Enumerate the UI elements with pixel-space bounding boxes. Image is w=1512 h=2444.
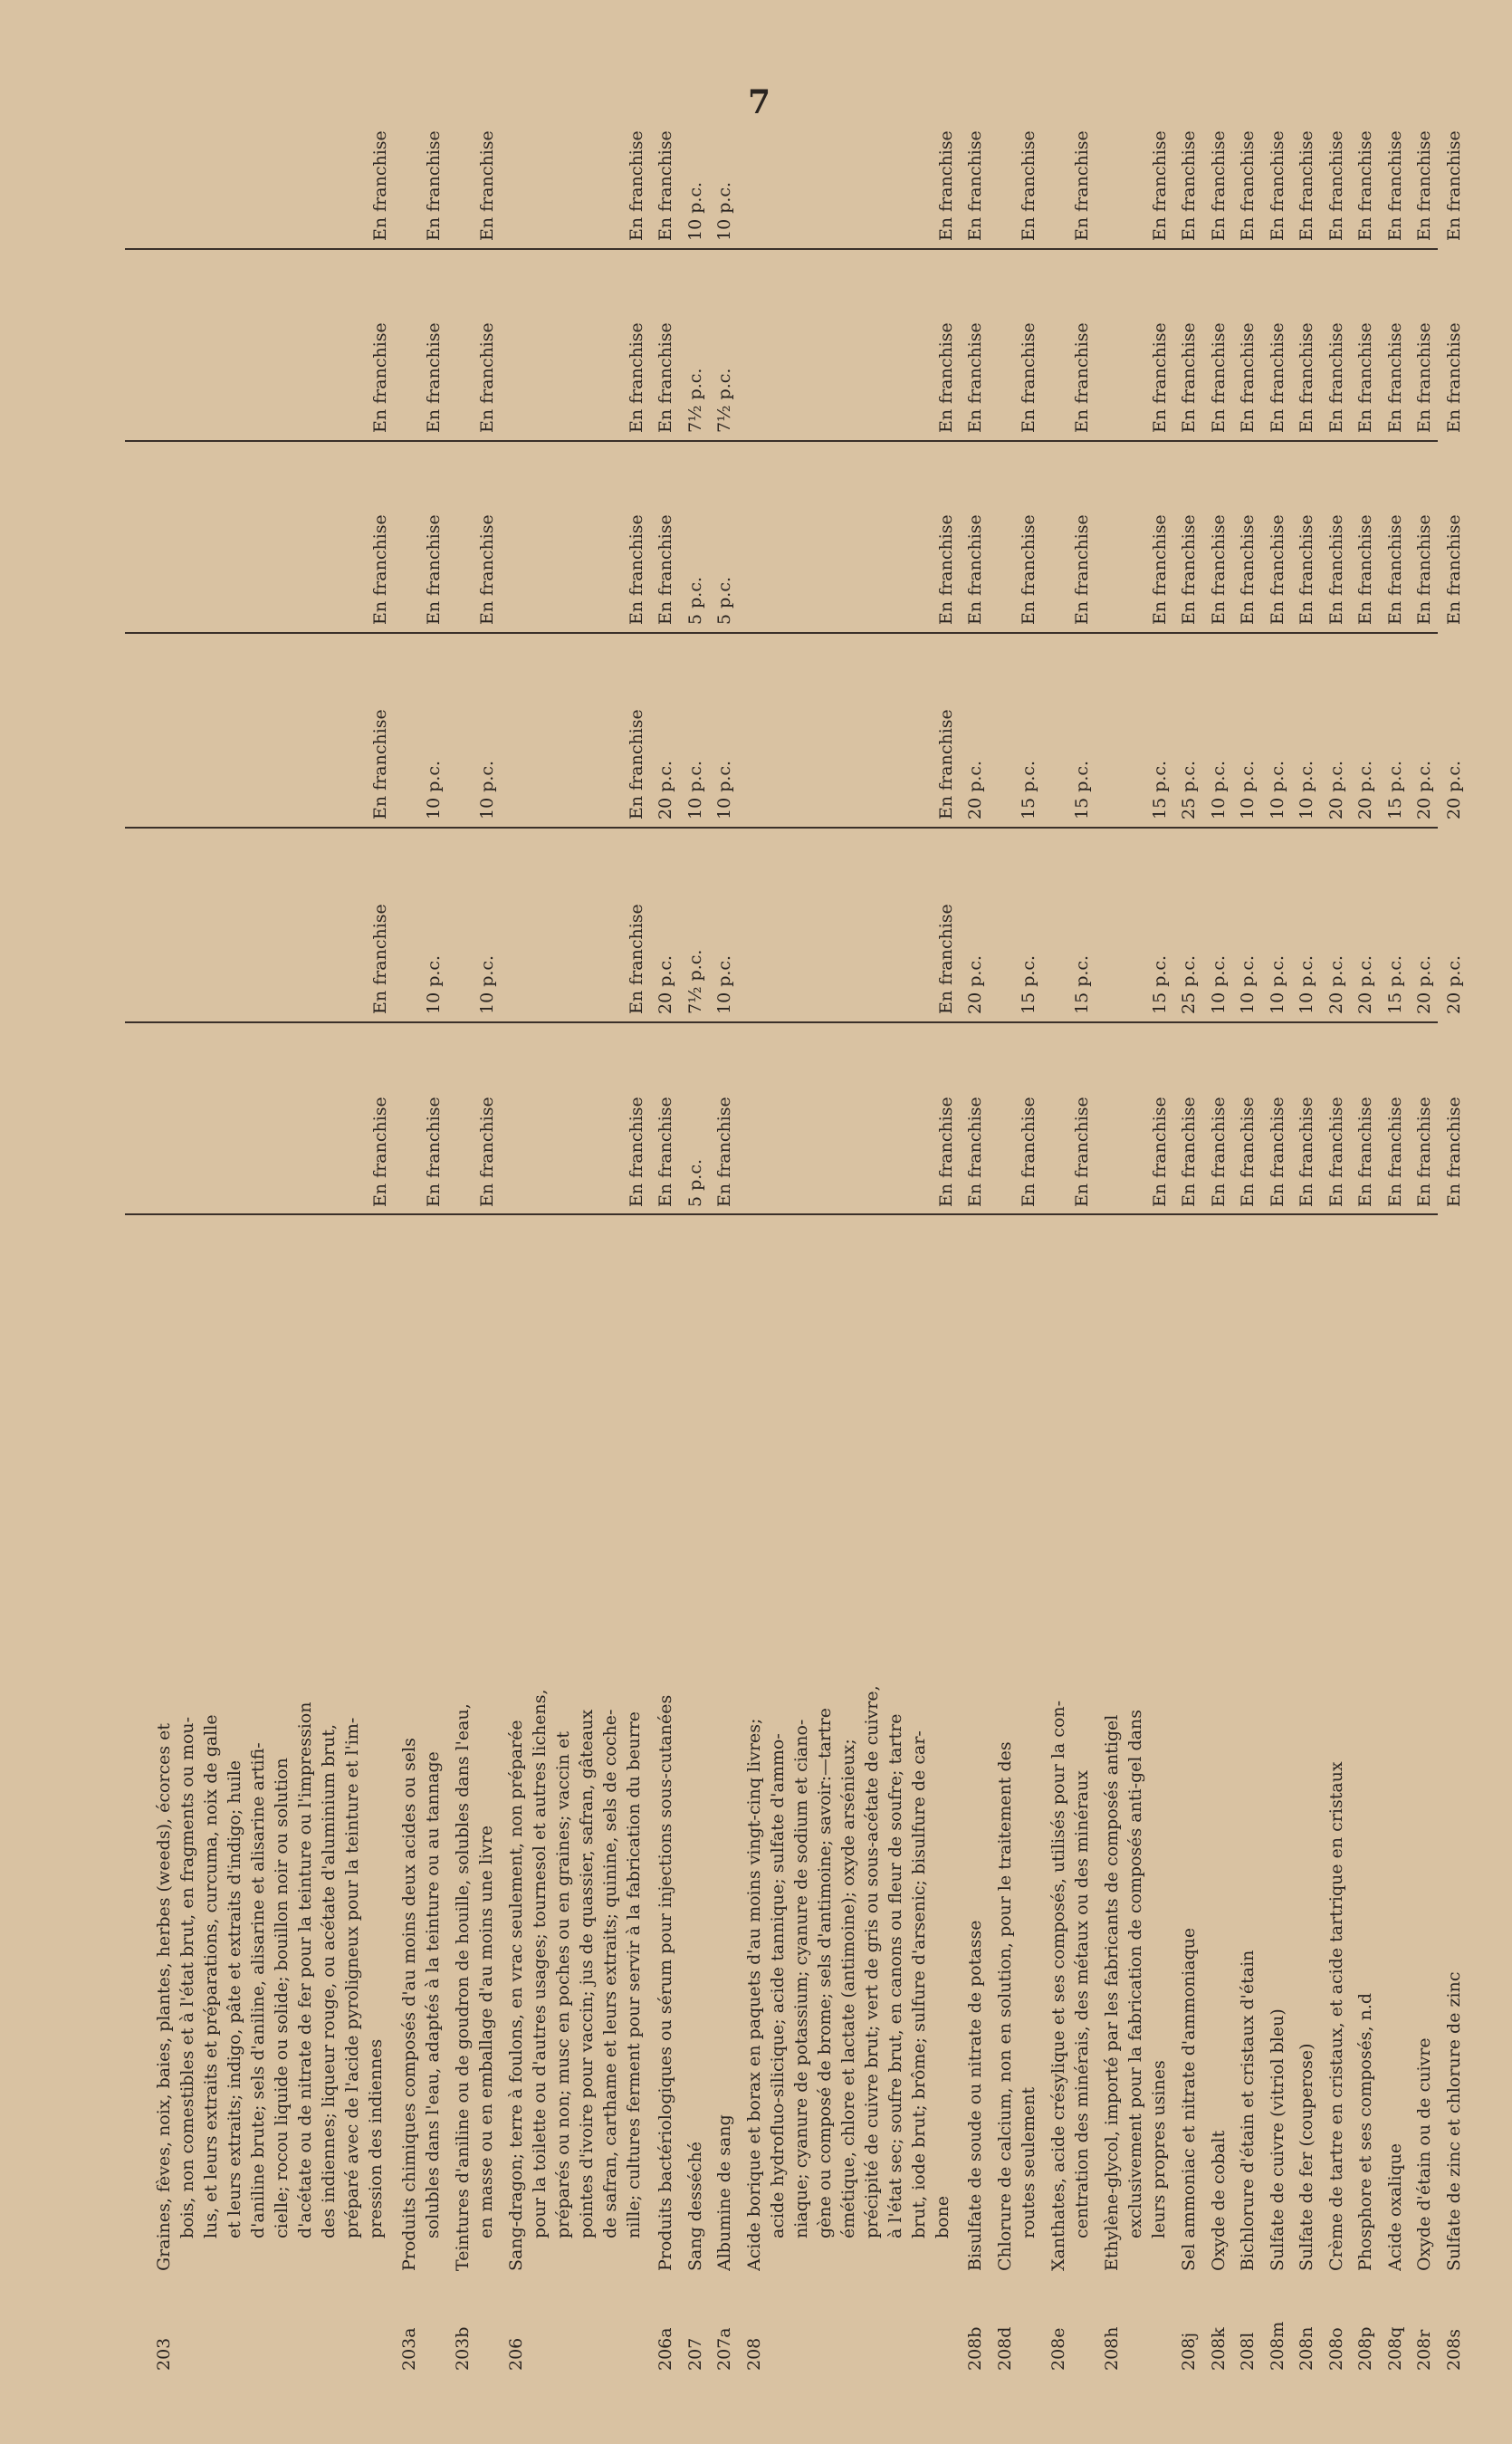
item-description xyxy=(152,1225,388,2271)
page-number: 7 xyxy=(748,83,771,121)
tariff-rate: 10 p.c. xyxy=(476,760,497,819)
description-line: pression des indiennes xyxy=(366,2038,386,2238)
item-code: 208m xyxy=(1267,2321,1287,2371)
description-line: Acide borique et borax en paquets d'au moins vingt-cinq livres; xyxy=(743,1718,764,2271)
tariff-rate: En franchise xyxy=(1149,130,1170,241)
description-line: Sulfate de cuivre (vitriol bleu) xyxy=(1267,2008,1287,2271)
tariff-rate: En franchise xyxy=(369,514,390,625)
tariff-rate: En franchise xyxy=(656,514,675,625)
item-description xyxy=(742,1225,954,2271)
column-divider xyxy=(125,827,1438,829)
item-description xyxy=(1236,1225,1259,2271)
item-code: 208b xyxy=(965,2326,985,2371)
item-code: 208j xyxy=(1179,2332,1199,2371)
tariff-rate: En franchise xyxy=(1149,1097,1170,1207)
tariff-rate: En franchise xyxy=(626,514,646,625)
tariff-rate: 15 p.c. xyxy=(1149,760,1170,819)
tariff-rate: En franchise xyxy=(1325,1097,1346,1207)
tariff-rate: En franchise xyxy=(1414,322,1434,433)
tariff-rate: En franchise xyxy=(1267,130,1287,241)
column-divider xyxy=(125,248,1438,250)
tariff-rate: En franchise xyxy=(965,130,985,241)
item-description xyxy=(1442,1225,1466,2271)
tariff-rate: En franchise xyxy=(1384,130,1405,241)
tariff-rate: En franchise xyxy=(1072,130,1092,241)
tariff-rate: 20 p.c. xyxy=(1443,760,1464,819)
tariff-rate: 25 p.c. xyxy=(1179,760,1199,819)
description-line: Sulfate de fer (couperose) xyxy=(1297,2043,1316,2271)
tariff-rate: En franchise xyxy=(1208,322,1229,433)
item-description xyxy=(1383,1225,1407,2271)
tariff-rate: 10 p.c. xyxy=(1238,954,1258,1014)
item-code: 208p xyxy=(1355,2326,1375,2371)
tariff-rate: En franchise xyxy=(1208,130,1229,241)
tariff-rate: 10 p.c. xyxy=(1297,954,1316,1014)
description-line: Produits bactériologiques ou sérum pour injections sous-cutanées xyxy=(656,1694,675,2271)
tariff-rate: En franchise xyxy=(935,1097,956,1207)
item-code: 208q xyxy=(1384,2326,1405,2371)
tariff-rate: 5 p.c. xyxy=(714,576,734,625)
description-line: pour la toilette ou d'autres usages; tournesol et autres lichens, xyxy=(530,1689,550,2238)
tariff-rate: En franchise xyxy=(626,322,646,433)
tariff-rate: En franchise xyxy=(1072,1097,1092,1207)
description-line: et leurs extraits; indigo, pâte et extraits d'indigo; huile xyxy=(225,1759,244,2238)
tariff-rate: En franchise xyxy=(1179,514,1199,625)
description-line: routes seulement xyxy=(1018,2086,1038,2238)
description-line: précipité de cuivre brut; vert de gris ou sous-acétate de cuivre, xyxy=(861,1685,882,2238)
tariff-rate: 7½ p.c. xyxy=(684,949,705,1014)
item-code: 203 xyxy=(154,2337,174,2371)
column-divider xyxy=(125,1213,1438,1215)
item-description xyxy=(713,1225,736,2271)
description-line: cielle; rocou liquide ou solide; bouillon noir ou solution xyxy=(272,1758,292,2238)
item-code: 208o xyxy=(1325,2327,1346,2371)
description-line: à l'état sec; soufre brut, en canons ou fleur de soufre; tartre xyxy=(885,1713,905,2238)
tariff-rate: 10 p.c. xyxy=(1208,760,1229,819)
tariff-rate: En franchise xyxy=(1355,1097,1375,1207)
tariff-rate: En franchise xyxy=(935,709,956,819)
description-line: Sulfate de zinc et chlorure de zinc xyxy=(1443,1971,1464,2271)
column-divider xyxy=(125,1021,1438,1023)
tariff-rate: En franchise xyxy=(1325,322,1346,433)
tariff-rate: En franchise xyxy=(965,322,985,433)
description-line: Sang desséché xyxy=(684,2141,705,2271)
tariff-rate: 10 p.c. xyxy=(684,181,705,241)
tariff-rate: En franchise xyxy=(1208,514,1229,625)
description-line: Albumine de sang xyxy=(714,2114,734,2271)
item-code: 208h xyxy=(1101,2326,1122,2371)
tariff-rate: En franchise xyxy=(1238,130,1258,241)
description-line: bone xyxy=(932,2195,952,2238)
tariff-rate: En franchise xyxy=(1443,514,1464,625)
tariff-rate: 15 p.c. xyxy=(1072,760,1092,819)
tariff-rate: 15 p.c. xyxy=(1384,954,1405,1014)
tariff-rate: En franchise xyxy=(626,904,646,1014)
tariff-rate: En franchise xyxy=(423,1097,444,1207)
tariff-rate: En franchise xyxy=(1238,322,1258,433)
description-line: Acide oxalique xyxy=(1384,2142,1405,2271)
tariff-rate: 20 p.c. xyxy=(1355,954,1375,1014)
tariff-rate: 15 p.c. xyxy=(1019,760,1038,819)
description-line: acide hydrofluo-silicique; acide tannique; sulfate d'ammo- xyxy=(767,1733,788,2238)
tariff-rate: 5 p.c. xyxy=(684,576,705,625)
description-line: Produits chimiques composés d'au moins deux acides ou sels xyxy=(399,1738,419,2271)
column-divider xyxy=(125,632,1438,634)
tariff-rate: 15 p.c. xyxy=(1072,954,1092,1014)
description-line: exclusivement pour la fabrication de composés anti-gel dans xyxy=(1124,1710,1145,2238)
tariff-rate: En franchise xyxy=(369,709,390,819)
tariff-rate: 20 p.c. xyxy=(965,954,985,1014)
description-line: Chlorure de calcium, non en solution, pour le traitement des xyxy=(994,1741,1015,2271)
tariff-rate: 15 p.c. xyxy=(1384,760,1405,819)
tariff-rate: 5 p.c. xyxy=(684,1158,705,1207)
tariff-rate: 10 p.c. xyxy=(1208,954,1229,1014)
tariff-rate: En franchise xyxy=(1019,1097,1038,1207)
tariff-rate: En franchise xyxy=(1443,322,1464,433)
tariff-rate: En franchise xyxy=(1414,1097,1434,1207)
description-line: niaque; cyanure de potassium; cyanure de sodium et ciano- xyxy=(790,1719,811,2238)
tariff-rate: En franchise xyxy=(1325,514,1346,625)
tariff-rate: En franchise xyxy=(369,130,390,241)
tariff-rate: 20 p.c. xyxy=(1325,954,1346,1014)
item-code: 208r xyxy=(1414,2329,1434,2371)
tariff-rate: 20 p.c. xyxy=(1443,954,1464,1014)
item-description xyxy=(1325,1225,1348,2271)
tariff-rate: En franchise xyxy=(1297,1097,1316,1207)
tariff-rate: En franchise xyxy=(1019,322,1038,433)
tariff-rate: En franchise xyxy=(1072,514,1092,625)
item-description xyxy=(451,1225,498,2271)
description-line: en masse ou en emballage d'au moins une livre xyxy=(476,1825,496,2238)
tariff-rate: En franchise xyxy=(1384,514,1405,625)
description-line: Xanthates, acide crésylique et ses composés, utilisés pour la con- xyxy=(1048,1700,1068,2271)
tariff-rate: En franchise xyxy=(1355,514,1375,625)
tariff-rate: 10 p.c. xyxy=(714,954,734,1014)
tariff-rate: En franchise xyxy=(476,322,497,433)
item-code: 208e xyxy=(1048,2327,1068,2371)
item-description xyxy=(963,1225,987,2271)
description-line: Sang-dragon; terre à foulons, en vrac seulement, non préparée xyxy=(506,1720,526,2271)
tariff-rate: En franchise xyxy=(626,709,646,819)
item-code: 208l xyxy=(1238,2332,1258,2371)
description-line: brut, iode brut; brôme; sulfure d'arsenic; bisulfure de car- xyxy=(908,1730,929,2238)
tariff-rate: En franchise xyxy=(476,514,497,625)
tariff-rate: En franchise xyxy=(1267,514,1287,625)
tariff-rate: 10 p.c. xyxy=(684,760,705,819)
item-description xyxy=(397,1225,445,2271)
tariff-rate: 20 p.c. xyxy=(965,760,985,819)
item-description xyxy=(654,1225,677,2271)
tariff-rate: En franchise xyxy=(935,514,956,625)
description-line: bois, non comestibles et à l'état brut, en fragments ou mou- xyxy=(177,1716,197,2238)
tariff-rate: 20 p.c. xyxy=(1414,954,1434,1014)
tariff-rate: 10 p.c. xyxy=(714,760,734,819)
tariff-rate: 20 p.c. xyxy=(656,760,675,819)
tariff-rate: En franchise xyxy=(423,514,444,625)
tariff-rate: 10 p.c. xyxy=(423,760,444,819)
tariff-rate: En franchise xyxy=(1019,130,1038,241)
description-line: préparés ou non; musc en poches ou en graines; vaccin et xyxy=(553,1730,573,2238)
tariff-rate: En franchise xyxy=(656,1097,675,1207)
tariff-rate: En franchise xyxy=(476,1097,497,1207)
tariff-rate: En franchise xyxy=(1267,322,1287,433)
item-description xyxy=(1295,1225,1318,2271)
tariff-rate: En franchise xyxy=(1355,130,1375,241)
description-line: Ethylène-glycol, importé par les fabricants de composés antigel xyxy=(1101,1714,1122,2271)
description-line: Graines, fèves, noix, baies, plantes, herbes (weeds), écorces et xyxy=(154,1722,174,2271)
tariff-rate: En franchise xyxy=(1325,130,1346,241)
tariff-rate: En franchise xyxy=(1443,1097,1464,1207)
item-code: 208n xyxy=(1297,2326,1316,2371)
item-description xyxy=(1100,1225,1171,2271)
tariff-rate: En franchise xyxy=(626,1097,646,1207)
tariff-rate: 25 p.c. xyxy=(1179,954,1199,1014)
tariff-rate: En franchise xyxy=(1149,322,1170,433)
tariff-rate: 20 p.c. xyxy=(1325,760,1346,819)
tariff-rate: En franchise xyxy=(935,904,956,1014)
description-line: leurs propres usines xyxy=(1148,2060,1169,2238)
description-line: Crème de tartre en cristaux, et acide tartrique en cristaux xyxy=(1325,1761,1346,2271)
tariff-rate: En franchise xyxy=(1208,1097,1229,1207)
description-line: d'aniline brute; sels d'aniline, alisarine et alisarine artifi- xyxy=(248,1742,268,2238)
description-line: des indiennes; liqueur rouge, ou acétate d'aluminium brut, xyxy=(319,1724,339,2238)
tariff-rate: En franchise xyxy=(1149,514,1170,625)
tariff-rate: 10 p.c. xyxy=(476,954,497,1014)
tariff-table xyxy=(125,16,1464,2371)
tariff-rate: En franchise xyxy=(626,130,646,241)
tariff-rate: En franchise xyxy=(1238,514,1258,625)
item-code: 206 xyxy=(506,2337,526,2371)
tariff-rate: En franchise xyxy=(1297,130,1316,241)
description-line: Sel ammoniac et nitrate d'ammoniaque xyxy=(1179,1927,1199,2271)
item-description xyxy=(993,1225,1040,2271)
tariff-rate: 7½ p.c. xyxy=(684,368,705,433)
tariff-rate: En franchise xyxy=(369,322,390,433)
description-line: Teintures d'aniline ou de goudron de houille, solubles dans l'eau, xyxy=(453,1703,473,2271)
description-line: Bichlorure d'étain et cristaux d'étain xyxy=(1238,1950,1258,2271)
description-line: lus, et leurs extraits et préparations, curcuma, noix de galle xyxy=(201,1714,221,2238)
item-description xyxy=(1354,1225,1377,2271)
item-code: 208k xyxy=(1208,2327,1229,2371)
tariff-rate: En franchise xyxy=(714,1097,734,1207)
tariff-rate: 7½ p.c. xyxy=(714,368,734,433)
description-line: de safran, carthame et leurs extraits; quinine, sels de coche- xyxy=(600,1709,620,2238)
description-line: pointes d'ivoire pour vaccin; jus de quassier, safran, gâteaux xyxy=(577,1709,597,2238)
description-line: Oxyde de cobalt xyxy=(1208,2130,1229,2271)
tariff-rate: En franchise xyxy=(1179,322,1199,433)
item-description xyxy=(1266,1225,1289,2271)
tariff-rate: 15 p.c. xyxy=(1149,954,1170,1014)
description-line: solubles dans l'eau, adaptés à la teinture ou au tannage xyxy=(423,1751,443,2238)
item-code: 208d xyxy=(994,2326,1015,2371)
description-line: nille; cultures ferment pour servir à la fabrication du beurre xyxy=(624,1711,644,2238)
tariff-rate: En franchise xyxy=(935,130,956,241)
tariff-rate: 10 p.c. xyxy=(1297,760,1316,819)
tariff-rate: En franchise xyxy=(1238,1097,1258,1207)
item-description xyxy=(684,1225,707,2271)
item-code: 203a xyxy=(399,2327,419,2371)
tariff-rate: En franchise xyxy=(1297,322,1316,433)
tariff-rate: 20 p.c. xyxy=(1355,760,1375,819)
item-description xyxy=(1177,1225,1201,2271)
item-description xyxy=(1047,1225,1094,2271)
item-description xyxy=(1207,1225,1230,2271)
tariff-rate: 15 p.c. xyxy=(1019,954,1038,1014)
tariff-rate: En franchise xyxy=(656,322,675,433)
item-code: 207a xyxy=(714,2327,734,2371)
tariff-rate: En franchise xyxy=(1019,514,1038,625)
item-description xyxy=(504,1225,646,2271)
tariff-rate: En franchise xyxy=(369,1097,390,1207)
tariff-rate: En franchise xyxy=(1179,130,1199,241)
item-description xyxy=(1412,1225,1436,2271)
description-line: émétique, chlore et lactate (antimoine); oxyde arsénieux; xyxy=(837,1739,858,2238)
description-line: d'acétate ou de nitrate de fer pour la teinture ou l'impression xyxy=(295,1701,315,2238)
tariff-rate: En franchise xyxy=(935,322,956,433)
tariff-rate: En franchise xyxy=(1355,322,1375,433)
item-code: 206a xyxy=(656,2327,675,2371)
item-code: 203b xyxy=(453,2326,473,2371)
description-line: Bisulfate de soude ou nitrate de potasse xyxy=(965,1920,985,2271)
tariff-rate: 10 p.c. xyxy=(1267,760,1287,819)
tariff-rate: En franchise xyxy=(1179,1097,1199,1207)
item-code: 208 xyxy=(743,2337,764,2371)
tariff-rate: En franchise xyxy=(1384,1097,1405,1207)
tariff-rate: En franchise xyxy=(423,322,444,433)
tariff-rate: En franchise xyxy=(965,514,985,625)
tariff-rate: En franchise xyxy=(423,130,444,241)
tariff-rate: En franchise xyxy=(476,130,497,241)
description-line: préparé avec de l'acide pyroligneux pour la teinture et l'im- xyxy=(342,1717,362,2238)
item-code: 208s xyxy=(1443,2328,1464,2371)
tariff-rate: 10 p.c. xyxy=(1238,760,1258,819)
tariff-rate: En franchise xyxy=(1267,1097,1287,1207)
tariff-rate: 10 p.c. xyxy=(423,954,444,1014)
tariff-rate: 20 p.c. xyxy=(1414,760,1434,819)
description-line: centration des minérais, des métaux ou des minéraux xyxy=(1071,1770,1092,2238)
item-code: 207 xyxy=(684,2337,705,2371)
tariff-rate: En franchise xyxy=(1384,322,1405,433)
description-line: gène ou composé de brome; sels d'antimoine; savoir:—tartre xyxy=(814,1707,835,2238)
tariff-rate: 10 p.c. xyxy=(1267,954,1287,1014)
tariff-rate: En franchise xyxy=(1443,130,1464,241)
column-divider xyxy=(125,440,1438,442)
tariff-rate: En franchise xyxy=(1072,322,1092,433)
tariff-rate: En franchise xyxy=(656,130,675,241)
tariff-rate: En franchise xyxy=(1414,130,1434,241)
tariff-rate: En franchise xyxy=(1414,514,1434,625)
tariff-rate: En franchise xyxy=(369,904,390,1014)
description-line: Phosphore et ses composés, n.d xyxy=(1355,1992,1375,2271)
description-line: Oxyde d'étain ou de cuivre xyxy=(1414,2037,1434,2271)
tariff-rate: En franchise xyxy=(965,1097,985,1207)
tariff-rate: 20 p.c. xyxy=(656,954,675,1014)
tariff-rate: 10 p.c. xyxy=(714,181,734,241)
tariff-rate: En franchise xyxy=(1297,514,1316,625)
